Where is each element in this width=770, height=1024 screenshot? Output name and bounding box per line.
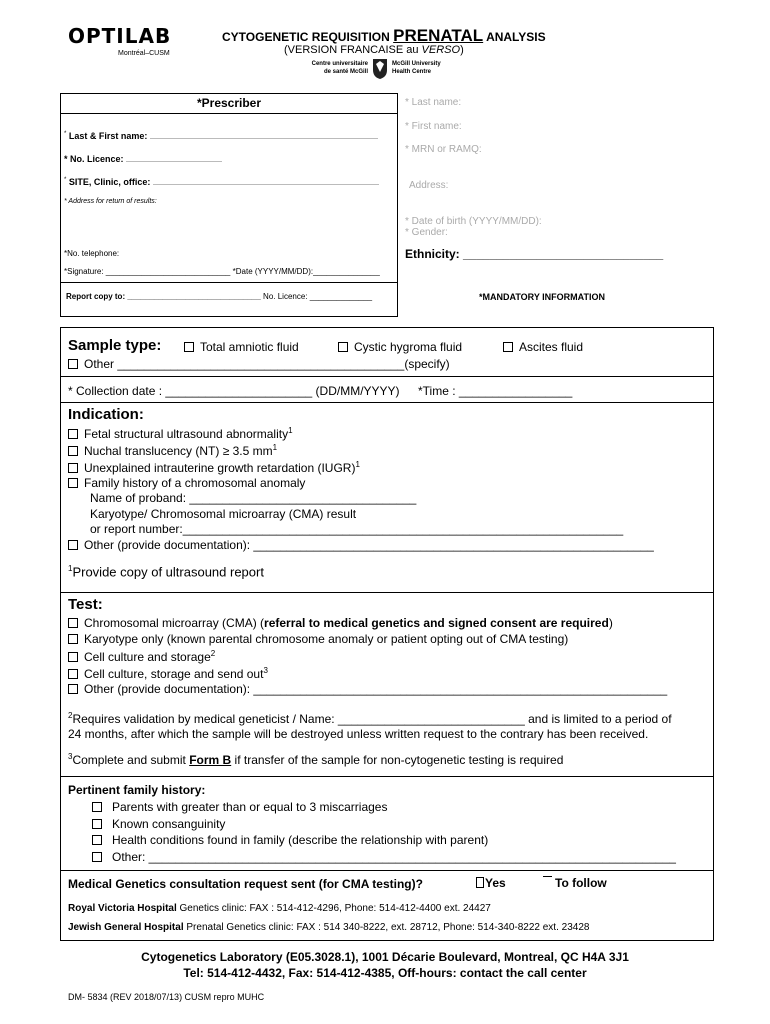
collection-time-field[interactable]: *Time : _________________	[418, 384, 573, 398]
indication-other[interactable]: Other (provide documentation): ____________________________________________________________	[68, 538, 654, 552]
jgh-info: Jewish General Hospital Prenatal Genetics clinic: FAX : 514 340-8222, ext. 28712, Phone: 514-340-8222 ext. 23428	[68, 922, 590, 933]
sample-total-amniotic[interactable]: Total amniotic fluid	[184, 340, 299, 354]
patient-address[interactable]: Address:	[409, 180, 449, 191]
checkbox[interactable]	[92, 852, 102, 862]
sample-type-label: Sample type:	[68, 337, 162, 354]
consult-question: Medical Genetics consultation request sent (for CMA testing)?	[68, 877, 423, 891]
test-cell-culture-send[interactable]: Cell culture, storage and send out$^3$	[68, 666, 268, 681]
collection-divider	[60, 376, 714, 377]
prescriber-telephone-field[interactable]: *No. telephone:	[64, 249, 120, 258]
family-other[interactable]: Other: _______________________________________________________________________________	[92, 850, 676, 864]
checkbox[interactable]	[68, 652, 78, 662]
lab-address: Cytogenetics Laboratory (E05.3028.1), 1001 Décarie Boulevard, Montreal, QC H4A 3J1	[141, 950, 629, 964]
test-divider	[60, 592, 714, 593]
sample-cystic-hygroma[interactable]: Cystic hygroma fluid	[338, 340, 462, 354]
report-copy-field[interactable]: Report copy to: ______________________________ No. Licence: ______________	[66, 292, 373, 301]
checkbox[interactable]	[68, 463, 78, 473]
consult-yes[interactable]: Yes	[476, 876, 506, 890]
sample-other[interactable]: Other ___________________________________________(specify)	[68, 357, 450, 371]
indication-nuchal[interactable]: Nuchal translucency (NT) ≥ 3.5 $mm^1$	[68, 443, 277, 458]
indication-divider	[60, 402, 714, 403]
geneticist-note: $^2$Requires validation by medical geneticist / Name: ____________________________ and is limited to a period of 24 months, after which the sample will be destroyed unless written request to the contrary has been received.	[68, 711, 672, 741]
test-label: Test:	[68, 596, 103, 613]
checkbox[interactable]	[68, 634, 78, 644]
checkbox[interactable]	[338, 342, 348, 352]
family-consanguinity[interactable]: Known consanguinity	[92, 817, 225, 831]
checkbox[interactable]	[92, 819, 102, 829]
prescriber-box	[60, 93, 398, 317]
prescriber-signature-field[interactable]: *Signature: ____________________________ *Date (YYYY/MM/DD):_______________	[64, 267, 380, 276]
consult-divider	[60, 870, 714, 871]
patient-dob[interactable]: * Date of birth (YYYY/MM/DD):	[405, 216, 542, 227]
form-b-link[interactable]: Form B	[189, 753, 232, 767]
patient-ethnicity[interactable]: Ethnicity: ______________________________	[405, 247, 664, 261]
checkbox[interactable]	[68, 429, 78, 439]
family-miscarriages[interactable]: Parents with greater than or equal to 3 miscarriages	[92, 800, 387, 814]
checkbox[interactable]	[68, 478, 78, 488]
checkbox[interactable]	[92, 802, 102, 812]
logo-wordmark: OPTILAB	[68, 24, 172, 48]
consult-to-follow[interactable]: To follow	[543, 876, 607, 890]
family-history-label: Pertinent family history:	[68, 783, 206, 797]
checkbox[interactable]	[68, 684, 78, 694]
lab-contact: Tel: 514-412-4432, Fax: 514-412-4385, Off-hours: contact the call center	[183, 966, 587, 980]
document-code: DM- 5834 (REV 2018/07/13) CUSM repro MUHC	[68, 992, 265, 1002]
patient-gender[interactable]: * Gender:	[405, 227, 448, 238]
test-cell-culture[interactable]: Cell culture and storage$^2$	[68, 649, 215, 664]
indication-family-history[interactable]: Family history of a chromosomal anomaly	[68, 476, 305, 490]
mandatory-note: *MANDATORY INFORMATION	[479, 292, 605, 302]
karyotype-result-label: Karyotype/ Chromosomal microarray (CMA) result	[90, 507, 357, 521]
prescriber-site-field[interactable]: * SITE, Clinic, office:	[64, 177, 379, 187]
checkbox[interactable]	[68, 359, 78, 369]
title-prenatal: PRENATAL	[393, 26, 484, 45]
checkbox[interactable]	[476, 877, 484, 888]
form-title: CYTOGENETIC REQUISITION PRENATAL ANALYSIS	[222, 26, 546, 45]
rvh-info: Royal Victoria Hospital Genetics clinic: FAX : 514-412-4296, Phone: 514-412-4400 ext. 24427	[68, 903, 491, 914]
checkbox[interactable]	[68, 540, 78, 550]
patient-last-name[interactable]: * Last name:	[405, 97, 462, 108]
checkbox[interactable]	[503, 342, 513, 352]
test-other[interactable]: Other (provide documentation): ______________________________________________________________	[68, 682, 667, 696]
sample-ascites[interactable]: Ascites fluid	[503, 340, 583, 354]
family-health-conditions[interactable]: Health conditions found in family (describe the relationship with parent)	[92, 833, 488, 847]
logo-subtitle: Montréal–CUSM	[118, 50, 170, 57]
checkbox[interactable]	[184, 342, 194, 352]
patient-first-name[interactable]: * First name:	[405, 121, 462, 132]
checkbox[interactable]	[68, 669, 78, 679]
test-cma[interactable]: Chromosomal microarray (CMA) (referral to medical genetics and signed consent are required)	[68, 616, 613, 630]
prescriber-licence-field[interactable]: * No. Licence:	[64, 154, 222, 164]
patient-mrn[interactable]: * MRN or RAMQ:	[405, 144, 482, 155]
checkbox[interactable]	[92, 835, 102, 845]
test-karyotype[interactable]: Karyotype only (known parental chromosome anomaly or patient opting out of CMA testing)	[68, 632, 568, 646]
ultrasound-footnote: $^1$Provide copy of ultrasound report	[68, 564, 264, 580]
indication-label: Indication:	[68, 406, 144, 423]
indication-iugr[interactable]: Unexplained intrauterine growth retardation (IUGR)$^1$	[68, 460, 360, 475]
checkbox[interactable]	[68, 618, 78, 628]
form-b-note: $^3$Complete and submit Form B if transfer of the sample for non-cytogenetic testing is required	[68, 752, 564, 767]
checkbox[interactable]	[68, 446, 78, 456]
family-divider	[60, 776, 714, 777]
prescriber-title-bar: *Prescriber	[60, 93, 398, 114]
prescriber-divider	[60, 282, 398, 283]
muhc-crest-icon	[372, 58, 388, 80]
prescriber-name-field[interactable]: * Last & First name:	[64, 131, 378, 141]
version-note: (VERSION FRANCAISE au VERSO)	[284, 44, 464, 56]
proband-name-field[interactable]: Name of proband: __________________________________	[90, 491, 417, 505]
prescriber-address-note: * Address for return of results:	[64, 198, 157, 205]
optilab-logo	[68, 24, 188, 64]
report-number-field[interactable]: or report number:__________________________________________________________________	[90, 522, 624, 536]
collection-date-field[interactable]: * Collection date : ______________________ (DD/MM/YYYY)	[68, 384, 400, 398]
checkbox[interactable]	[543, 876, 552, 877]
indication-fetal-structural[interactable]: Fetal structural ultrasound abnormality$^1$	[68, 426, 293, 441]
